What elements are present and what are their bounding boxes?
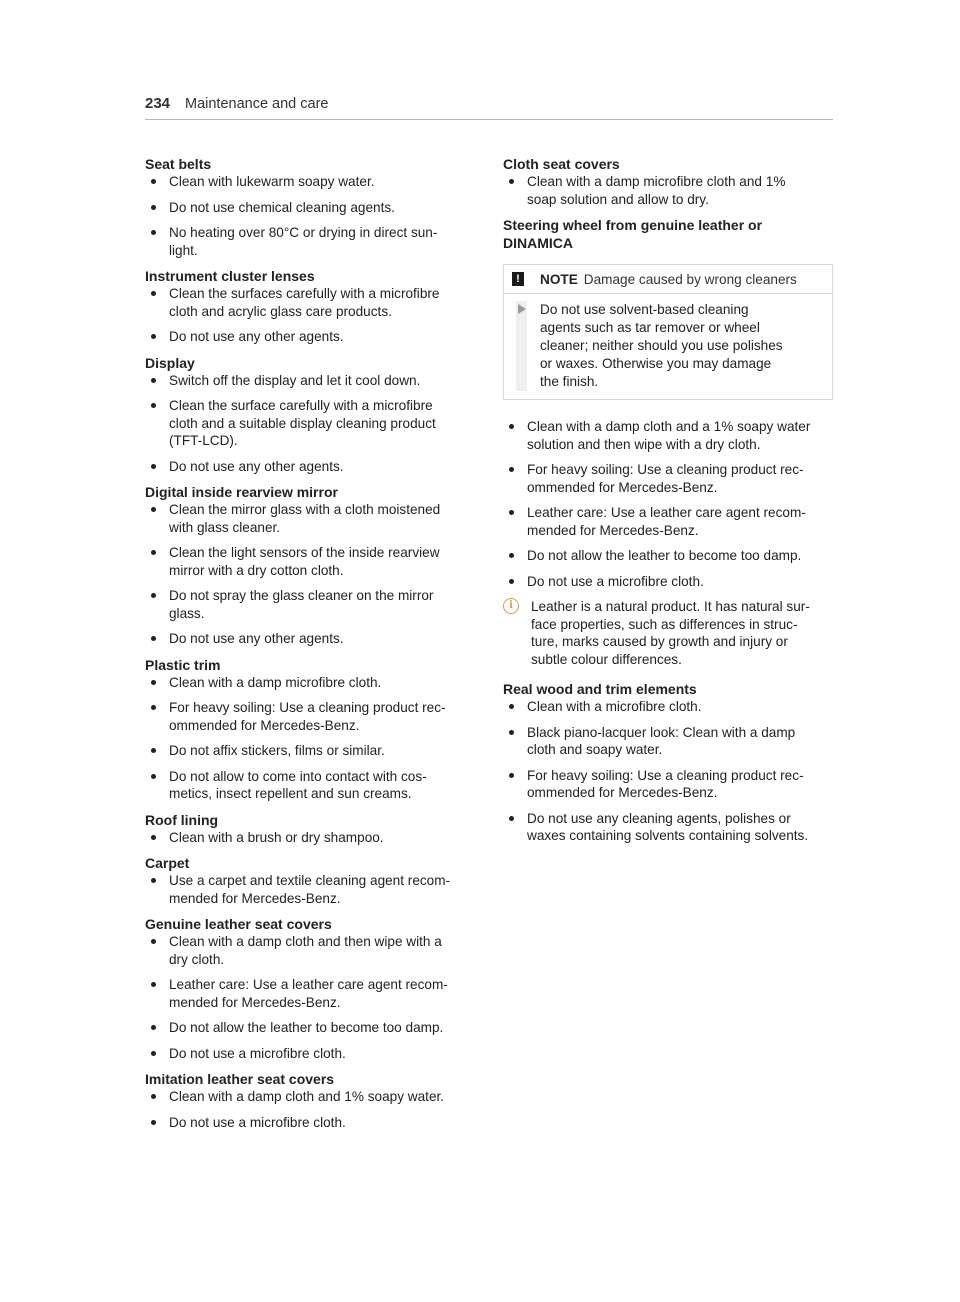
list-item: No heating over 80°C or drying in direct sun- light. — [145, 224, 475, 259]
info-text: Leather is a natural product. It has natural sur- face properties, such as differences in struc- ture, marks caused by growth and injury or subtle colour differences. — [531, 599, 810, 667]
section-title: Imitation leather seat covers — [145, 1071, 335, 1087]
list-item: Do not spray the glass cleaner on the mirror glass. — [145, 587, 475, 622]
section — [145, 267, 475, 346]
bullet-list — [503, 698, 833, 845]
list-item: For heavy soiling: Use a cleaning product rec- ommended for Mercedes-Benz. — [145, 699, 475, 734]
list-item: Do not allow the leather to become too damp. — [503, 547, 833, 565]
section-title: Carpet — [145, 855, 190, 871]
bullet-list — [145, 872, 475, 907]
section-title: Instrument cluster lenses — [145, 268, 315, 284]
list-item: Do not allow to come into contact with cos- metics, insect repellent and sun creams. — [145, 768, 475, 803]
list-item: Clean with a damp microfibre cloth. — [145, 674, 475, 692]
note-description: Damage caused by wrong cleaners — [583, 271, 797, 287]
bullet-list — [145, 285, 475, 346]
chapter-title: Maintenance and care — [185, 96, 329, 112]
section — [145, 811, 475, 847]
section — [145, 915, 475, 1062]
section — [145, 656, 475, 803]
section-real-wood — [503, 680, 833, 845]
section — [145, 1070, 475, 1131]
note-text: Do not use solvent-based cleaning agents such as tar remover or wheel cleaner; neither should you use polishes or waxes. Otherwise you may damage the finish. — [540, 302, 783, 389]
list-item: Clean with a damp cloth and then wipe with a dry cloth. — [145, 933, 475, 968]
section-title: Roof lining — [145, 811, 219, 828]
left-column — [145, 155, 475, 1139]
note-header — [504, 265, 832, 294]
list-item: Do not use a microfibre cloth. — [145, 1114, 475, 1132]
list-item: Switch off the display and let it cool down. — [145, 372, 475, 390]
section — [145, 854, 475, 907]
list-item: For heavy soiling: Use a cleaning product rec- ommended for Mercedes-Benz. — [503, 461, 833, 496]
page-number: 234 — [145, 95, 171, 112]
list-item: Clean the mirror glass with a cloth moistened with glass cleaner. — [145, 501, 475, 536]
bullet-list — [145, 1088, 475, 1131]
list-item: Clean the surface carefully with a microfibre cloth and a suitable display cleaning product (TFT-LCD). — [145, 397, 475, 450]
section-title: Digital inside rearview mirror — [145, 484, 338, 500]
list-item: Clean with a damp cloth and 1% soapy water. — [145, 1088, 475, 1106]
list-item: Clean the light sensors of the inside rearview mirror with a dry cotton cloth. — [145, 544, 475, 579]
list-item: Do not use chemical cleaning agents. — [145, 199, 475, 217]
bullet-list — [145, 173, 475, 259]
list-item: For heavy soiling: Use a cleaning product rec- ommended for Mercedes-Benz. — [503, 767, 833, 802]
list-item: Do not allow the leather to become too damp. — [145, 1019, 475, 1037]
note-box — [503, 264, 833, 400]
exclamation-icon: ! — [512, 272, 524, 286]
list-item: Do not use a microfibre cloth. — [503, 573, 833, 591]
list-item: Clean with a damp microfibre cloth and 1% soap solution and allow to dry. — [503, 173, 833, 208]
list-item: Do not use any other agents. — [145, 458, 475, 476]
list-item: Clean with a damp cloth and a 1% soapy water solution and then wipe with a dry cloth. — [503, 418, 833, 453]
list-item: Clean the surfaces carefully with a microfibre cloth and acrylic glass care products. — [145, 285, 475, 320]
list-item: Clean with lukewarm soapy water. — [145, 173, 475, 191]
section-cloth-seat-covers — [503, 155, 833, 208]
note-title: NOTE — [540, 271, 578, 287]
bullet-list — [145, 501, 475, 648]
bullet-list — [145, 674, 475, 803]
bullet-list — [145, 372, 475, 476]
bullet-list — [145, 829, 475, 847]
info-icon: i — [503, 598, 519, 614]
arrow-right-icon — [518, 304, 526, 314]
section-title: Plastic trim — [145, 656, 221, 673]
section-title: Steering wheel from genuine leather or DINAMICA — [503, 217, 763, 251]
section-title: Seat belts — [145, 156, 212, 172]
section — [145, 155, 475, 259]
section-title: Cloth seat covers — [503, 156, 620, 172]
list-item: Leather care: Use a leather care agent recom- mended for Mercedes-Benz. — [145, 976, 475, 1011]
list-item: Use a carpet and textile cleaning agent recom- mended for Mercedes-Benz. — [145, 872, 475, 907]
info-box — [503, 598, 833, 668]
note-body — [504, 294, 832, 399]
section — [145, 354, 475, 476]
list-item: Black piano-lacquer look: Clean with a damp cloth and soapy water. — [503, 724, 833, 759]
list-item: Do not use any cleaning agents, polishes or waxes containing solvents containing solvents. — [503, 810, 833, 845]
list-item: Clean with a brush or dry shampoo. — [145, 829, 475, 847]
section-title: Real wood and trim elements — [503, 681, 697, 697]
bullet-list — [503, 173, 833, 208]
bullet-list — [145, 933, 475, 1062]
list-item: Do not use any other agents. — [145, 630, 475, 648]
list-item: Clean with a microfibre cloth. — [503, 698, 833, 716]
right-column — [503, 155, 833, 853]
note-bar — [516, 301, 527, 391]
list-item: Leather care: Use a leather care agent recom- mended for Mercedes-Benz. — [503, 504, 833, 539]
list-item: Do not use any other agents. — [145, 328, 475, 346]
section — [145, 483, 475, 648]
section-title: Genuine leather seat covers — [145, 916, 332, 932]
list-item: Do not use a microfibre cloth. — [145, 1045, 475, 1063]
bullet-list — [503, 418, 833, 590]
section-steering-wheel — [503, 216, 833, 668]
page-header — [145, 95, 833, 120]
section-title: Display — [145, 354, 195, 371]
list-item: Do not affix stickers, films or similar. — [145, 742, 475, 760]
